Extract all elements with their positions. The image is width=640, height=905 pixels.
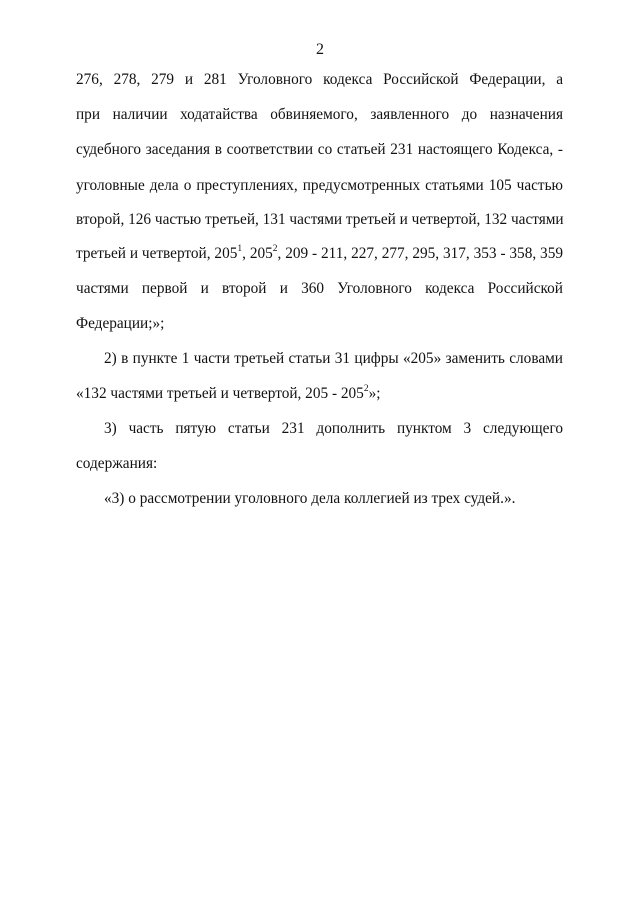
superscript-2: 2 <box>272 243 278 254</box>
text-line-10-part-b: »; <box>368 385 381 402</box>
text-line-13: «3) о рассмотрении уголовного дела коллегией из трех судей.». <box>104 490 516 507</box>
page-number: 2 <box>316 41 324 58</box>
text-line-3: судебного заседания в соответствии со статьей 231 настоящего Кодекса, - <box>76 141 563 158</box>
text-line-12: содержания: <box>76 455 158 472</box>
text-line-8: Федерации;»; <box>76 315 165 332</box>
text-line-11: 3) часть пятую статьи 231 дополнить пунктом 3 следующего <box>104 420 563 437</box>
text-line-9: 2) в пункте 1 части третьей статьи 31 цифры «205» заменить словами <box>104 350 563 367</box>
text-line-4: уголовные дела о преступлениях, предусмотренных статьями 105 частью <box>76 177 563 194</box>
text-line-5: второй, 126 частью третьей, 131 частями третьей и четвертой, 132 частями <box>76 211 564 228</box>
text-line-6 <box>76 244 563 264</box>
text-line-6-part-a: третьей и четвертой, 205 <box>76 245 238 262</box>
text-line-10-part-a: «132 частями третьей и четвертой, 205 - 205 <box>76 385 364 402</box>
text-line-6-part-c: , 209 - 211, 227, 277, 295, 317, 353 - 358, 359 <box>277 245 563 262</box>
text-line-1: 276, 278, 279 и 281 Уголовного кодекса Российской Федерации, а <box>76 71 563 88</box>
superscript-3: 2 <box>363 383 369 394</box>
text-line-7: частями первой и второй и 360 Уголовного кодекса Российской <box>76 280 563 297</box>
text-line-10 <box>76 384 563 404</box>
superscript-1: 1 <box>237 243 243 254</box>
text-line-2: при наличии ходатайства обвиняемого, заявленного до назначения <box>76 106 563 123</box>
text-line-6-part-b: , 205 <box>242 245 273 262</box>
